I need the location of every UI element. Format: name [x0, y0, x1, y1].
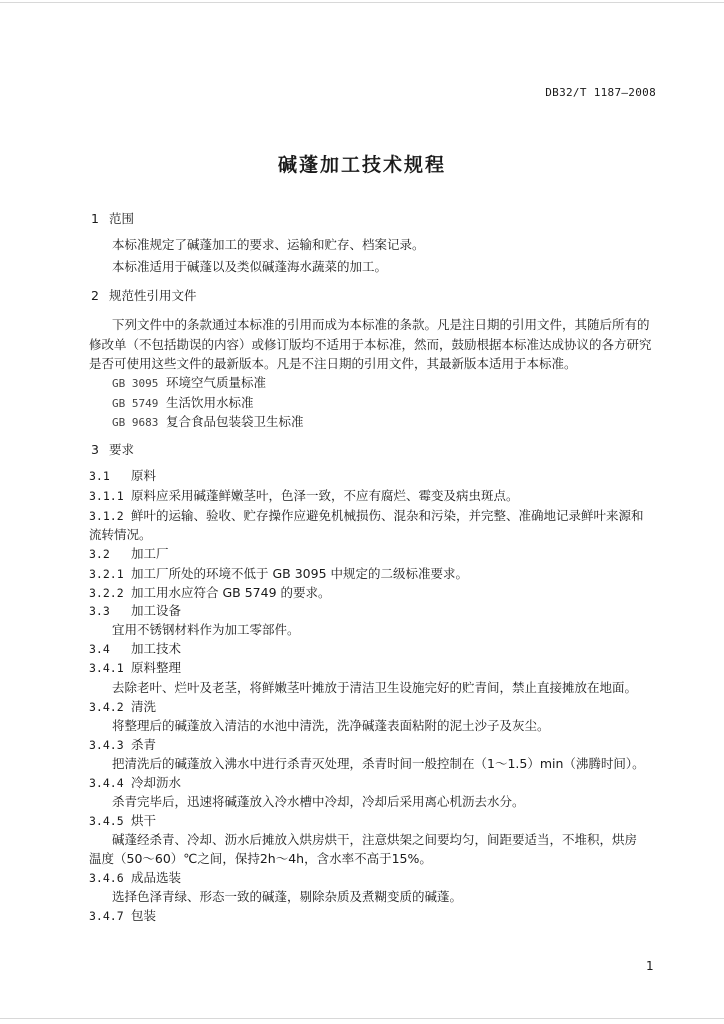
clause-heading — [89, 908, 156, 924]
clause — [89, 488, 519, 504]
subsection-heading — [89, 641, 181, 657]
paragraph: 选择色泽青绿、形态一致的碱蓬，剔除杂质及煮糊变质的碱蓬。 — [112, 889, 463, 904]
clause-number: 3.1.1 — [89, 489, 124, 503]
clause-heading — [89, 699, 156, 715]
section-title: 范围 — [109, 211, 135, 226]
section-number: 1 — [91, 211, 99, 226]
section-heading-3 — [91, 442, 134, 458]
paragraph: 本标准适用于碱蓬以及类似碱蓬海水蔬菜的加工。 — [112, 259, 388, 274]
paragraph: 将整理后的碱蓬放入清洁的水池中清洗，洗净碱蓬表面粘附的泥土沙子及灰尘。 — [112, 718, 550, 733]
paragraph: 温度（50～60）℃之间，保持2h～4h，含水率不高于15%。 — [89, 851, 432, 866]
reference-code: GB 9683 — [112, 416, 159, 429]
clause-heading — [89, 775, 181, 791]
paragraph: 下列文件中的条款通过本标准的引用而成为本标准的条款。凡是注日期的引用文件，其随后所有的 — [112, 317, 650, 332]
paragraph: 本标准规定了碱蓬加工的要求、运输和贮存、档案记录。 — [112, 237, 425, 252]
clause-number: 3.4.7 — [89, 909, 124, 923]
subsection-number: 3.1 — [89, 469, 110, 483]
clause-number: 3.4.3 — [89, 738, 124, 752]
clause-title: 烘干 — [131, 813, 157, 828]
subsection-number: 3.2 — [89, 547, 110, 561]
subsection-title: 原料 — [131, 468, 157, 483]
clause — [89, 585, 331, 601]
paragraph: 去除老叶、烂叶及老茎，将鲜嫩茎叶摊放于清洁卫生设施完好的贮青间，禁止直接摊放在地面。 — [112, 680, 638, 695]
reference-name: 复合食品包装袋卫生标准 — [166, 414, 304, 429]
subsection-heading — [89, 603, 181, 619]
reference-code: GB 5749 — [112, 397, 159, 410]
clause-text: 原料应采用碱蓬鲜嫩茎叶，色泽一致，不应有腐烂、霉变及病虫斑点。 — [131, 488, 519, 503]
paragraph: 是否可使用这些文件的最新版本。凡是不注日期的引用文件，其最新版本适用于本标准。 — [89, 356, 577, 371]
top-divider — [0, 2, 724, 3]
clause-text: 鲜叶的运输、验收、贮存操作应避免机械损伤、混杂和污染，并完整、准确地记录鲜叶来源和 — [131, 508, 644, 523]
paragraph: 碱蓬经杀青、冷却、沥水后摊放入烘房烘干，注意烘架之间要均匀，间距要适当，不堆积，烘房 — [112, 832, 638, 847]
clause-title: 冷却沥水 — [131, 775, 182, 790]
section-heading-1 — [91, 211, 134, 227]
section-title: 要求 — [109, 442, 135, 457]
section-number: 2 — [91, 288, 99, 303]
clause-heading — [89, 813, 156, 829]
subsection-title: 加工厂 — [131, 546, 169, 561]
clause-number: 3.4.4 — [89, 776, 124, 790]
clause-title: 原料整理 — [131, 660, 182, 675]
paragraph: 宜用不锈钢材料作为加工零部件。 — [112, 622, 300, 637]
clause-text: 加工用水应符合 GB 5749 的要求。 — [131, 585, 331, 600]
subsection-title: 加工技术 — [131, 641, 182, 656]
clause-number: 3.2.1 — [89, 567, 124, 581]
section-heading-2 — [91, 288, 197, 304]
standard-code: DB32/T 1187—2008 — [545, 86, 656, 99]
clause-heading — [89, 870, 181, 886]
subsection-number: 3.4 — [89, 642, 110, 656]
reference-code: GB 3095 — [112, 377, 159, 390]
clause-number: 3.2.2 — [89, 586, 124, 600]
reference-name: 环境空气质量标准 — [166, 375, 267, 390]
clause — [89, 508, 644, 524]
clause — [89, 566, 468, 582]
paragraph: 修改单（不包括勘误的内容）或修订版均不适用于本标准，然而，鼓励根据本标准达成协议的各方研究 — [89, 337, 652, 352]
clause-title: 杀青 — [131, 737, 157, 752]
bottom-divider — [0, 1018, 724, 1019]
clause-title: 包装 — [131, 908, 157, 923]
subsection-number: 3.3 — [89, 604, 110, 618]
clause-continuation: 流转情况。 — [89, 527, 152, 542]
clause-title: 成品选装 — [131, 870, 182, 885]
clause-title: 清洗 — [131, 699, 157, 714]
reference-item — [112, 414, 304, 431]
section-title: 规范性引用文件 — [109, 288, 197, 303]
clause-heading — [89, 660, 181, 676]
paragraph: 杀青完毕后，迅速将碱蓬放入冷水槽中冷却，冷却后采用离心机沥去水分。 — [112, 794, 525, 809]
clause-number: 3.4.2 — [89, 700, 124, 714]
subsection-heading — [89, 468, 156, 484]
clause-heading — [89, 737, 156, 753]
subsection-title: 加工设备 — [131, 603, 182, 618]
reference-item — [112, 375, 266, 392]
reference-item — [112, 395, 254, 412]
clause-number: 3.4.6 — [89, 871, 124, 885]
reference-name: 生活饮用水标准 — [166, 395, 254, 410]
page-number: 1 — [646, 959, 654, 973]
document-title: 碱蓬加工技术规程 — [277, 154, 446, 176]
clause-text: 加工厂所处的环境不低于 GB 3095 中规定的二级标准要求。 — [131, 566, 468, 581]
subsection-heading — [89, 546, 169, 562]
clause-number: 3.4.1 — [89, 661, 124, 675]
section-number: 3 — [91, 442, 99, 457]
clause-number: 3.1.2 — [89, 509, 124, 523]
paragraph: 把清洗后的碱蓬放入沸水中进行杀青灭处理，杀青时间一般控制在（1～1.5）min（沸腾时间）。 — [112, 756, 645, 771]
clause-number: 3.4.5 — [89, 814, 124, 828]
